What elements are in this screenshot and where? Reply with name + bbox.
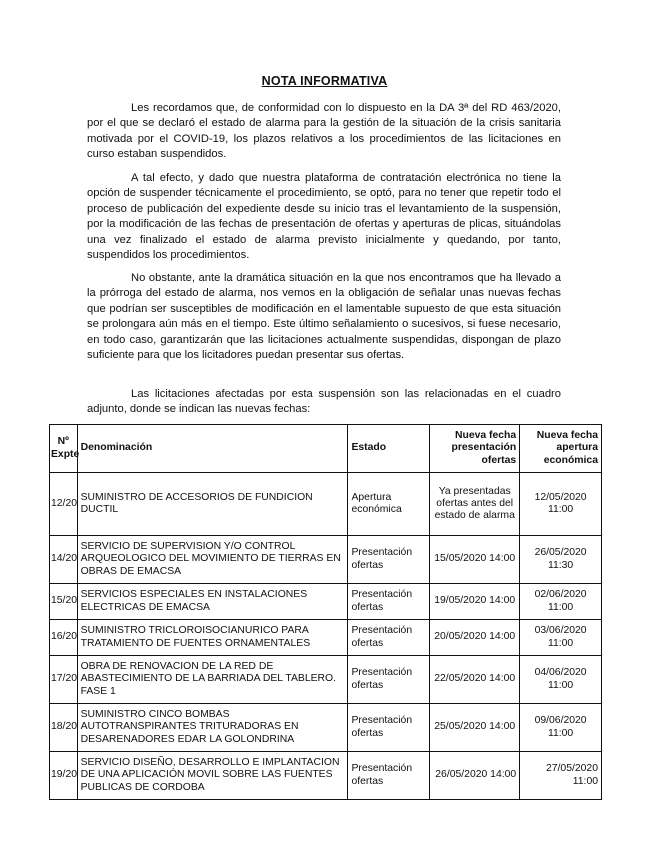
cell-expte: 17/20 [50, 656, 78, 704]
cell-presentacion: 20/05/2020 14:00 [430, 620, 520, 656]
header-apertura: Nueva fecha apertura económica [520, 425, 602, 473]
cell-presentacion: 22/05/2020 14:00 [430, 656, 520, 704]
paragraph-intro: Les recordamos que, de conformidad con lo dispuesto en la DA 3ª del RD 463/2020, por el que se declaró el estado de alarma para la gestión de la situación de la crisis sanitaria motivada por el COVID-19, los plazos relativos a los procedimientos de las licitaciones en curso estaban suspendidos. [87, 102, 561, 161]
table-row [50, 584, 602, 620]
cell-estado: Presentación ofertas [348, 704, 430, 752]
cell-apertura: 04/06/2020 11:00 [520, 656, 602, 704]
cell-denominacion: SERVICIO DISEÑO, DESARROLLO E IMPLANTACION DE UNA APLICACIÓN MOVIL SOBRE LAS FUENTES PUBLICAS DE CORDOBA [77, 752, 348, 800]
cell-denominacion: SERVICIO DE SUPERVISION Y/O CONTROL ARQUEOLOGICO DEL MOVIMIENTO DE TIERRAS EN OBRAS DE EMACSA [77, 536, 348, 584]
cell-expte: 19/20 [50, 752, 78, 800]
cell-estado: Presentación ofertas [348, 536, 430, 584]
tenders-table [49, 424, 602, 800]
cell-presentacion: 15/05/2020 14:00 [430, 536, 520, 584]
cell-estado: Presentación ofertas [348, 752, 430, 800]
cell-denominacion: SUMINISTRO DE ACCESORIOS DE FUNDICION DUCTIL [77, 473, 348, 536]
table-row [50, 620, 602, 656]
cell-estado: Presentación ofertas [348, 620, 430, 656]
header-expte: Nº Expte [50, 425, 78, 473]
header-presentacion: Nueva fecha presentación ofertas [430, 425, 520, 473]
cell-apertura: 03/06/2020 11:00 [520, 620, 602, 656]
cell-apertura: 09/06/2020 11:00 [520, 704, 602, 752]
table-row [50, 656, 602, 704]
paragraph-extension: No obstante, ante la dramática situación en la que nos encontramos que ha llevado a la prórroga del estado de alarma, nos vemos en la obligación de señalar unas nuevas fechas que podrían ser susceptibles de modificación en el lamentable supuesto de que esta situación se prolongara aún más en el tiempo. Este último señalamiento o sucesivos, si fuese necesario, en todo caso, garantizarán que las licitaciones actualmente suspendidas, dispongan de plazo suficiente para que los licitadores puedan presentar sus ofertas. [87, 272, 561, 362]
cell-expte: 12/20 [50, 473, 78, 536]
cell-expte: 16/20 [50, 620, 78, 656]
table-header-row [50, 425, 602, 473]
cell-expte: 14/20 [50, 536, 78, 584]
cell-denominacion: SUMINISTRO CINCO BOMBAS AUTOTRANSPIRANTES TRITURADORAS EN DESARENADORES EDAR LA GOLONDRINA [77, 704, 348, 752]
table-row [50, 704, 602, 752]
table-row [50, 536, 602, 584]
document-title: NOTA INFORMATIVA [261, 74, 388, 88]
cell-expte: 15/20 [50, 584, 78, 620]
cell-expte: 18/20 [50, 704, 78, 752]
cell-apertura: 26/05/2020 11:30 [520, 536, 602, 584]
cell-presentacion: Ya presentadas ofertas antes del estado de alarma [430, 473, 520, 536]
header-denominacion: Denominación [77, 425, 348, 473]
cell-presentacion: 25/05/2020 14:00 [430, 704, 520, 752]
cell-estado: Apertura económica [348, 473, 430, 536]
cell-estado: Presentación ofertas [348, 656, 430, 704]
header-estado: Estado [348, 425, 430, 473]
paragraph-table-intro: Las licitaciones afectadas por esta suspensión son las relacionadas en el cuadro adjunto, donde se indican las nuevas fechas: [87, 388, 561, 416]
cell-denominacion: SUMINISTRO TRICLOROISOCIANURICO PARA TRATAMIENTO DE FUENTES ORNAMENTALES [77, 620, 348, 656]
cell-denominacion: OBRA DE RENOVACION DE LA RED DE ABASTECIMIENTO DE LA BARRIADA DEL TABLERO. FASE 1 [77, 656, 348, 704]
cell-apertura: 02/06/2020 11:00 [520, 584, 602, 620]
cell-apertura: 27/05/2020 11:00 [520, 752, 602, 800]
cell-estado: Presentación ofertas [348, 584, 430, 620]
cell-apertura: 12/05/2020 11:00 [520, 473, 602, 536]
table-row [50, 473, 602, 536]
cell-denominacion: SERVICIOS ESPECIALES EN INSTALACIONES ELECTRICAS DE EMACSA [77, 584, 348, 620]
cell-presentacion: 26/05/2020 14:00 [430, 752, 520, 800]
table-row [50, 752, 602, 800]
cell-presentacion: 19/05/2020 14:00 [430, 584, 520, 620]
paragraph-platform: A tal efecto, y dado que nuestra plataforma de contratación electrónica no tiene la opción de suspender técnicamente el procedimiento, se optó, para no tener que repetir todo el proceso de publicación del expediente desde su inicio tras el levantamiento de la suspensión, por la modificación de las fechas de presentación de ofertas y aperturas de plicas, situándolas una vez finalizado el estado de alarma previsto inicialmente y quedando, por tanto, suspendidos los procedimientos. [87, 172, 561, 262]
